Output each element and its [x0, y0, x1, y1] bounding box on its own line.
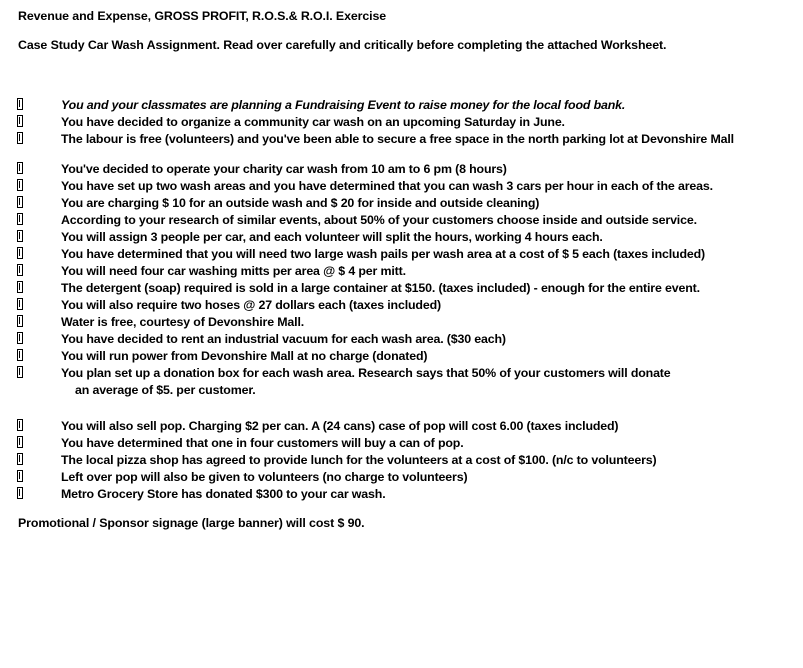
list-item-text: According to your research of similar events, about 50% of your customers choose inside and outside service.	[61, 213, 697, 227]
bullet-marker-icon	[17, 230, 23, 242]
bullet-marker-icon	[17, 264, 23, 276]
list-item	[0, 348, 803, 365]
bullet-group-extras	[0, 418, 803, 503]
list-item-text: You have decided to organize a community car wash on an upcoming Saturday in June.	[61, 115, 565, 129]
bullet-marker-icon	[17, 315, 23, 327]
list-item-continuation	[0, 382, 803, 399]
bullet-marker-icon	[17, 366, 23, 378]
list-item-text: You plan set up a donation box for each wash area. Research says that 50% of your customers will donate	[61, 366, 671, 380]
list-item	[0, 212, 803, 229]
bullet-marker-icon	[17, 436, 23, 448]
bullet-marker-icon	[17, 281, 23, 293]
list-item	[0, 331, 803, 348]
bullet-marker-icon	[17, 98, 23, 110]
intro-instruction: Case Study Car Wash Assignment. Read over carefully and critically before completing the attached Worksheet.	[18, 38, 667, 52]
bullet-marker-icon	[17, 487, 23, 499]
list-item	[0, 297, 803, 314]
bullet-marker-icon	[17, 332, 23, 344]
list-item-text: You are charging $ 10 for an outside wash and $ 20 for inside and outside cleaning)	[61, 196, 540, 210]
list-item	[0, 178, 803, 195]
list-item	[0, 97, 803, 114]
bullet-marker-icon	[17, 179, 23, 191]
list-item-text: You will also require two hoses @ 27 dollars each (taxes included)	[61, 298, 441, 312]
list-item	[0, 452, 803, 469]
list-item	[0, 229, 803, 246]
bullet-marker-icon	[17, 419, 23, 431]
list-item-text: You will assign 3 people per car, and each volunteer will split the hours, working 4 hours each.	[61, 230, 603, 244]
list-item	[0, 435, 803, 452]
list-item-text: You have decided to rent an industrial vacuum for each wash area. ($30 each)	[61, 332, 506, 346]
bullet-marker-icon	[17, 196, 23, 208]
list-item-text: You have determined that you will need two large wash pails per wash area at a cost of $ 5 each (taxes included)	[61, 247, 705, 261]
list-item-text: You have determined that one in four customers will buy a can of pop.	[61, 436, 464, 450]
list-item	[0, 469, 803, 486]
list-item-continuation-text: an average of $5. per customer.	[75, 383, 256, 397]
list-item	[0, 365, 803, 382]
list-item	[0, 131, 803, 148]
signage-cost-note: Promotional / Sponsor signage (large banner) will cost $ 90.	[18, 516, 365, 530]
list-item-text: The detergent (soap) required is sold in a large container at $150. (taxes included) - enough for the entire event.	[61, 281, 700, 295]
list-item-text: You will also sell pop. Charging $2 per can. A (24 cans) case of pop will cost 6.00 (taxes included)	[61, 419, 619, 433]
bullet-group-event	[0, 97, 803, 148]
list-item	[0, 114, 803, 131]
list-item-text: You will need four car washing mitts per area @ $ 4 per mitt.	[61, 264, 406, 278]
list-item	[0, 486, 803, 503]
bullet-marker-icon	[17, 115, 23, 127]
list-item-text: You've decided to operate your charity car wash from 10 am to 6 pm (8 hours)	[61, 162, 507, 176]
bullet-marker-icon	[17, 453, 23, 465]
list-item	[0, 263, 803, 280]
list-item-text: Left over pop will also be given to volunteers (no charge to volunteers)	[61, 470, 468, 484]
bullet-marker-icon	[17, 132, 23, 144]
list-item-text: Metro Grocery Store has donated $300 to your car wash.	[61, 487, 386, 501]
bullet-marker-icon	[17, 213, 23, 225]
list-item-text: You and your classmates are planning a Fundraising Event to raise money for the local food bank.	[61, 98, 626, 112]
list-item	[0, 246, 803, 263]
bullet-marker-icon	[17, 162, 23, 174]
list-item-text: You will run power from Devonshire Mall at no charge (donated)	[61, 349, 428, 363]
list-item-text: The labour is free (volunteers) and you've been able to secure a free space in the north parking lot at Devonshire Mall	[61, 132, 734, 146]
list-item	[0, 280, 803, 297]
bullet-marker-icon	[17, 298, 23, 310]
list-item	[0, 418, 803, 435]
bullet-marker-icon	[17, 247, 23, 259]
document-title: Revenue and Expense, GROSS PROFIT, R.O.S.& R.O.I. Exercise	[18, 9, 387, 23]
list-item	[0, 314, 803, 331]
list-item-text: The local pizza shop has agreed to provide lunch for the volunteers at a cost of $100. (n/c to volunteers)	[61, 453, 657, 467]
list-item	[0, 195, 803, 212]
bullet-marker-icon	[17, 470, 23, 482]
list-item-text: You have set up two wash areas and you have determined that you can wash 3 cars per hour in each of the areas.	[61, 179, 713, 193]
bullet-group-operations	[0, 161, 803, 399]
list-item-text: Water is free, courtesy of Devonshire Mall.	[61, 315, 305, 329]
list-item	[0, 161, 803, 178]
bullet-marker-icon	[17, 349, 23, 361]
